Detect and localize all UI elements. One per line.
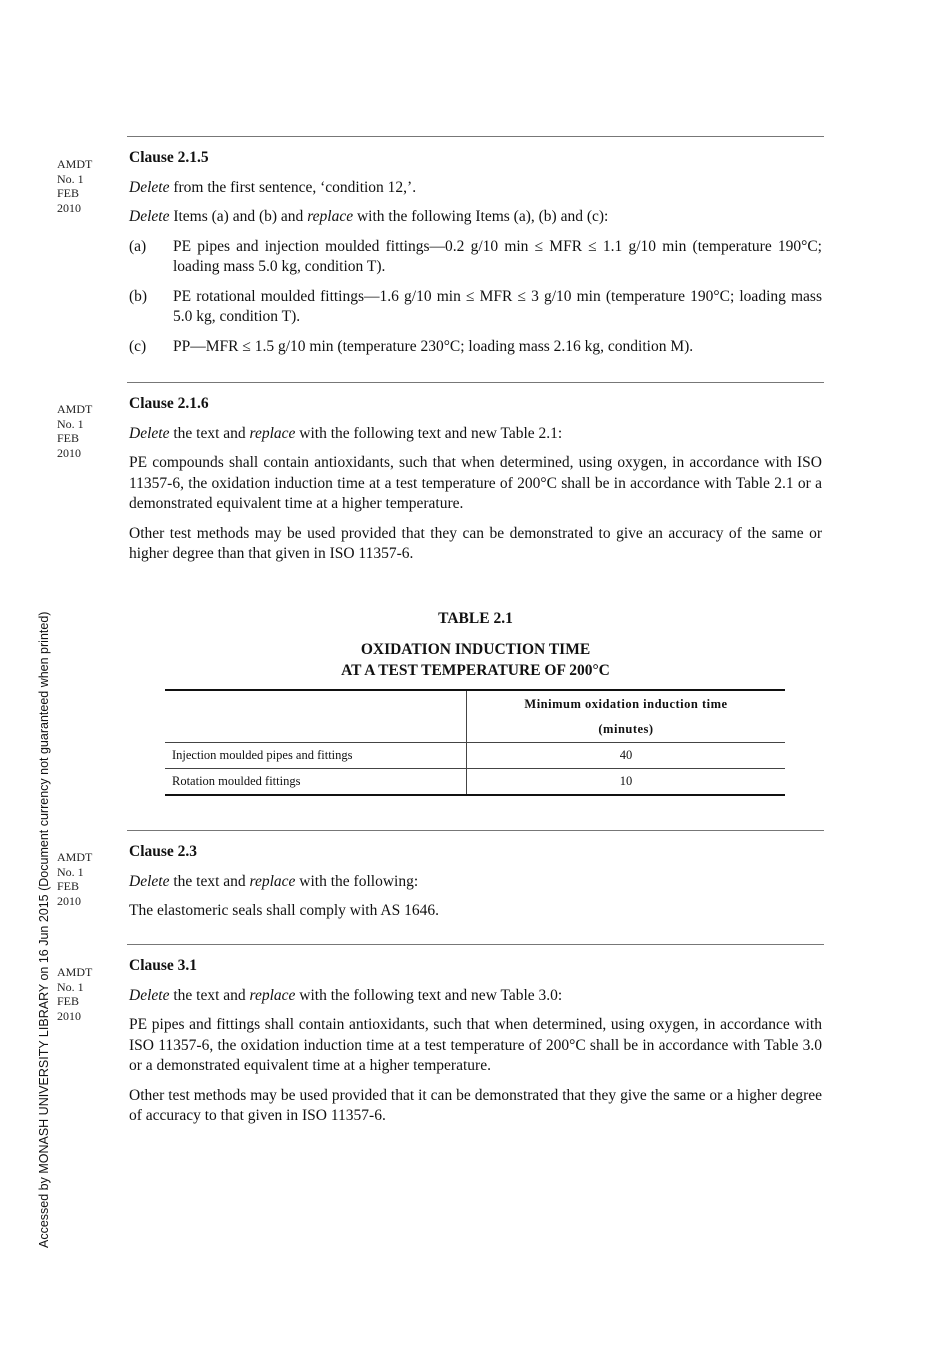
amendment-note xyxy=(57,157,92,215)
row-value: 40 xyxy=(467,743,786,769)
amendment-line: 2010 xyxy=(57,1008,81,1023)
replace-keyword: replace xyxy=(249,986,296,1004)
delete-keyword: Delete xyxy=(129,986,170,1004)
amendment-line: FEB xyxy=(57,994,80,1008)
amendment-line: No. 1 xyxy=(57,864,84,879)
instruction-text: with the following text and new Table 2.1: xyxy=(295,424,563,442)
table-title: OXIDATION INDUCTION TIME xyxy=(360,641,591,658)
amendment-note xyxy=(57,850,92,908)
amendment-line: FEB xyxy=(57,431,80,445)
row-item: Injection moulded pipes and fittings xyxy=(165,743,467,769)
access-note: Accessed by MONASH UNIVERSITY LIBRARY on 16 Jun 2015 (Document currency not guaranteed when printed) xyxy=(37,611,51,1248)
section-divider xyxy=(127,136,824,137)
amendment-line: FEB xyxy=(57,186,80,200)
amendment-line: AMDT xyxy=(57,157,93,171)
delete-keyword: Delete xyxy=(129,208,170,225)
amendment-line: FEB xyxy=(57,879,80,893)
delete-keyword: Delete xyxy=(129,424,170,442)
column-header: Minimum oxidation induction time xyxy=(524,696,728,711)
amendment-line: No. 1 xyxy=(57,171,84,186)
instruction-text: the text and xyxy=(169,424,250,442)
instruction-text: with the following Items (a), (b) and (c): xyxy=(353,208,609,225)
oxidation-induction-table xyxy=(165,689,785,796)
list-item xyxy=(129,237,822,278)
body-paragraph: PE pipes and fittings shall contain antioxidants, such that when determined, using oxygen, in accordance with ISO 11357-6, the oxidation induction time at a test temperature of 200°C shall be in accordance with Table 3.0 or a demonstrated equivalent time at a higher temperature. xyxy=(129,1016,822,1074)
list-item xyxy=(129,337,822,358)
amendment-line: 2010 xyxy=(57,200,81,215)
instruction-paragraph xyxy=(129,872,822,893)
clause-3-1 xyxy=(129,956,822,1127)
clause-heading: Clause 2.1.5 xyxy=(129,149,209,166)
delete-keyword: Delete xyxy=(129,178,170,196)
body-paragraph: The elastomeric seals shall comply with AS 1646. xyxy=(129,902,439,919)
item-text: PE rotational moulded fittings—1.6 g/10 min ≤ MFR ≤ 3 g/10 min (temperature 190°C; loading mass 5.0 kg, condition T). xyxy=(173,287,822,325)
row-item: Rotation moulded fittings xyxy=(165,769,467,796)
amendment-line: AMDT xyxy=(57,965,93,979)
instruction-text: with the following: xyxy=(295,872,419,890)
item-text: PP—MFR ≤ 1.5 g/10 min (temperature 230°C; loading mass 2.16 kg, condition M). xyxy=(173,337,694,355)
instruction-paragraph xyxy=(129,424,822,445)
amendment-note xyxy=(57,402,92,460)
body-paragraph: Other test methods may be used provided that they can be demonstrated to give an accuracy of the same or higher degree than that given in ISO 11357-6. xyxy=(129,524,822,562)
item-label: (c) xyxy=(129,337,147,355)
clause-2-1-6 xyxy=(129,394,822,565)
replace-keyword: replace xyxy=(249,872,296,890)
section-divider xyxy=(127,944,824,945)
instruction-text: the text and xyxy=(169,986,250,1004)
instruction-text: the text and xyxy=(169,872,250,890)
amendment-line: No. 1 xyxy=(57,979,84,994)
table-row xyxy=(165,769,785,796)
table-header-row xyxy=(165,717,785,743)
instruction-paragraph xyxy=(129,207,822,228)
amendment-line: AMDT xyxy=(57,402,93,416)
instruction-paragraph xyxy=(129,986,822,1007)
table-label: TABLE 2.1 xyxy=(438,610,513,627)
clause-heading: Clause 2.1.6 xyxy=(129,395,209,412)
clause-2-3 xyxy=(129,842,822,922)
amendment-line: 2010 xyxy=(57,445,81,460)
table-subtitle: AT A TEST TEMPERATURE OF 200°C xyxy=(341,662,610,679)
body-paragraph: PE compounds shall contain antioxidants, such that when determined, using oxygen, in accordance with ISO 11357-6, the oxidation induction time at a test temperature of 200°C shall be in accordance with Table 2.1 or a demonstrated equivalent time at a higher temperature. xyxy=(129,454,822,512)
empty-header-cell xyxy=(165,717,467,743)
item-label: (b) xyxy=(129,287,148,305)
clause-heading: Clause 3.1 xyxy=(129,957,198,974)
empty-header-cell xyxy=(165,690,467,717)
table-row xyxy=(165,743,785,769)
section-divider xyxy=(127,382,824,383)
clause-heading: Clause 2.3 xyxy=(129,843,198,860)
clause-2-1-5 xyxy=(129,148,822,366)
section-divider xyxy=(127,830,824,831)
column-header-unit: (minutes) xyxy=(467,717,786,743)
item-text: PE pipes and injection moulded fittings—0.2 g/10 min ≤ MFR ≤ 1.1 g/10 min (temperature 190°C; loading mass 5.0 kg, condition T). xyxy=(173,237,822,275)
delete-keyword: Delete xyxy=(129,872,170,890)
amendment-note xyxy=(57,965,92,1023)
amendment-line: AMDT xyxy=(57,850,93,864)
list-item xyxy=(129,287,822,328)
amendment-line: 2010 xyxy=(57,893,81,908)
replace-keyword: replace xyxy=(249,424,296,442)
instruction-text: from the first sentence, ‘condition 12,’. xyxy=(169,178,417,196)
row-value: 10 xyxy=(619,774,633,788)
amendment-line: No. 1 xyxy=(57,416,84,431)
body-paragraph: Other test methods may be used provided that it can be demonstrated that they give the same or a higher degree of accuracy to that given in ISO 11357-6. xyxy=(129,1086,822,1124)
instruction-text: with the following text and new Table 3.0: xyxy=(295,986,563,1004)
table-header-row xyxy=(165,690,785,717)
item-label: (a) xyxy=(129,237,147,255)
instruction-paragraph xyxy=(129,178,822,199)
instruction-text: Items (a) and (b) and xyxy=(169,208,308,225)
replace-keyword: replace xyxy=(307,208,354,225)
